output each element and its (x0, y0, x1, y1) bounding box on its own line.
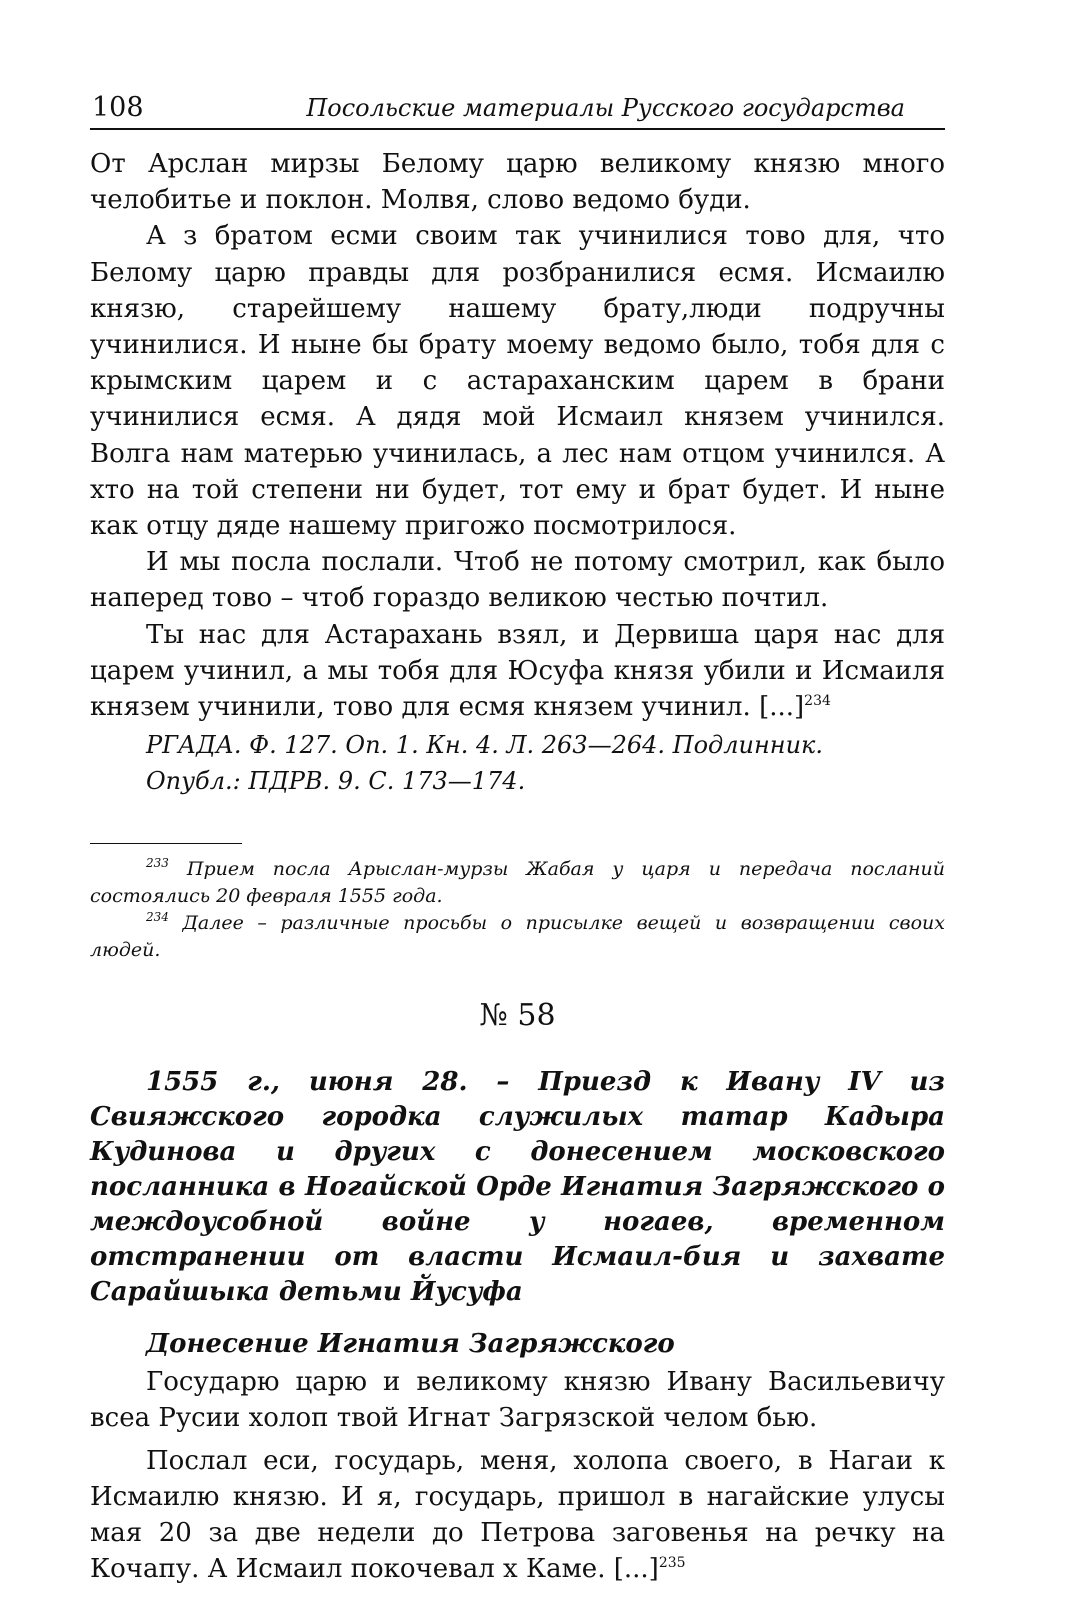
footnote-ref: 235 (658, 1555, 686, 1572)
footnote-divider (90, 843, 242, 844)
letter-paragraph (90, 617, 945, 726)
letter-paragraph: А з братом есми своим так учинилися тово для, что Белому царю правды для розбранилися есмя. Исмаилю князю, старейшему нашему брату,люди подручны учинилися. И ныне бы брату моему ведомо было, тобя для с крымским царем и с астараханским царем в брани учинилися есмя. А дядя мой Исмаил князем учинился. Волга нам матерью учинилась, а лес нам отцом учинился. А хто на той степени ни будет, тот ему и брат будет. И ныне как отцу дяде нашему пригожо посмотрилося. (90, 221, 945, 542)
document-heading: 1555 г., июня 28. – Приезд к Ивану IV из Свияжского городка служилых татар Кадыра Кудинова и других с донесением московского посланника в Ногайской Орде Игнатия Загряжского о междоусобной войне у ногаев, временном отстранении от власти Исмаил-бия и захвате Сарайшыка детьми Йусуфа (90, 1067, 945, 1308)
report-paragraph (90, 1443, 945, 1588)
footnote-text: Прием посла Арыслан-мурзы Жабая у царя и передача посланий состоялись 20 февраля 1555 года. (90, 858, 945, 908)
footnote (90, 910, 945, 964)
document-number: № 58 (479, 998, 556, 1034)
running-title: Посольские материалы Русского государства (306, 94, 905, 122)
document-subheading: Донесение Игнатия Загряжского (146, 1329, 675, 1360)
report-paragraph: Государю царю и великому князю Ивану Васильевичу всеа Русии холоп твой Игнат Загрязской челом бью. (90, 1367, 945, 1434)
footnote-number: 233 (146, 856, 169, 871)
report-paragraph-text: Послал еси, государь, меня, холопа своего, в Нагаи к Исмаилю князю. И я, государь, пришол в нагайские улусы мая 20 за две недели до Петрова заговенья на речку на Кочапу. А Исмаил покочевал х Каме. [...] (90, 1445, 945, 1585)
page-header (90, 88, 945, 130)
source-publication: Опубл.: ПДРВ. 9. С. 173—174. (146, 767, 526, 796)
report-text (90, 1364, 945, 1587)
letter-paragraph-text: Ты нас для Астарахань взял, и Дервиша царя нас для царем учинил, а мы тобя для Юсуфа князя убили и Исмаиля князем учинили, тово для есмя князем учинил. [...] (90, 619, 945, 723)
footnote-ref: 234 (804, 693, 831, 710)
letter-paragraph: И мы посла послали. Чтоб не потому смотрил, как было наперед тово – чтоб гораздо великою честью почтил. (90, 547, 945, 614)
letter-text (90, 146, 945, 725)
footnotes (90, 856, 945, 964)
footnote-number: 234 (146, 910, 169, 925)
footnote (90, 856, 945, 910)
footnote-text: Далее – различные просьбы о присылке вещей и возвращении своих людей. (90, 912, 945, 962)
source-archive: РГАДА. Ф. 127. Оп. 1. Кн. 4. Л. 263—264. Подлинник. (146, 731, 824, 760)
letter-paragraph: От Арслан мирзы Белому царю великому князю много челобитье и поклон. Молвя, слово ведомо буди. (90, 149, 945, 216)
page-number: 108 (92, 92, 144, 123)
book-page (90, 88, 945, 1587)
